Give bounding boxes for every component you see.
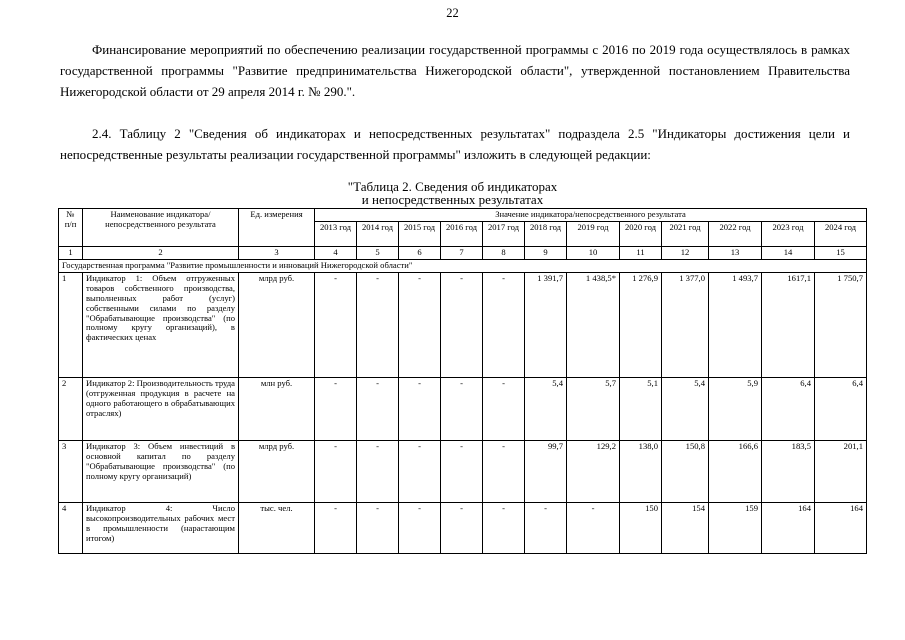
column-number: 1 <box>59 247 83 260</box>
value-cell: - <box>399 441 441 503</box>
table-row <box>59 503 867 554</box>
header-year: 2015 год <box>399 222 441 247</box>
value-cell: - <box>315 378 357 441</box>
value-cell: 164 <box>762 503 815 554</box>
value-cell: - <box>399 503 441 554</box>
value-cell: 1 377,0 <box>662 273 709 378</box>
row-number: 3 <box>59 441 83 503</box>
column-number: 12 <box>662 247 709 260</box>
row-number: 4 <box>59 503 83 554</box>
table-row <box>59 273 867 378</box>
column-number: 8 <box>483 247 525 260</box>
column-number: 9 <box>525 247 567 260</box>
value-cell: - <box>399 378 441 441</box>
value-cell: 1 276,9 <box>620 273 662 378</box>
indicator-name: Индикатор 2: Производительность труда (отгруженная продукция в расчете на одного работающего в обрабатывающих отраслях) <box>83 378 239 441</box>
header-year: 2021 год <box>662 222 709 247</box>
table-caption-line-2: и непосредственных результатах <box>361 192 544 207</box>
value-cell: 138,0 <box>620 441 662 503</box>
value-cell: 1617,1 <box>762 273 815 378</box>
header-unit: Ед. измерения <box>239 209 315 247</box>
header-year: 2018 год <box>525 222 567 247</box>
column-number: 3 <box>239 247 315 260</box>
value-cell: - <box>357 441 399 503</box>
value-cell: 5,1 <box>620 378 662 441</box>
value-cell: - <box>441 273 483 378</box>
value-cell: - <box>315 503 357 554</box>
program-title-row: Государственная программа "Развитие промышленности и инноваций Нижегородской области" <box>59 260 867 273</box>
value-cell: - <box>483 441 525 503</box>
column-number: 11 <box>620 247 662 260</box>
header-year: 2022 год <box>709 222 762 247</box>
column-number: 15 <box>815 247 867 260</box>
header-row-number: № п/п <box>59 209 83 247</box>
value-cell: - <box>357 378 399 441</box>
value-cell: 5,9 <box>709 378 762 441</box>
value-cell: 150,8 <box>662 441 709 503</box>
value-cell: 1 750,7 <box>815 273 867 378</box>
value-cell: - <box>525 503 567 554</box>
value-cell: - <box>441 378 483 441</box>
value-cell: 6,4 <box>762 378 815 441</box>
value-cell: - <box>567 503 620 554</box>
value-cell: 1 391,7 <box>525 273 567 378</box>
value-cell: 166,6 <box>709 441 762 503</box>
value-cell: - <box>483 273 525 378</box>
value-cell: - <box>441 503 483 554</box>
header-year: 2014 год <box>357 222 399 247</box>
header-year: 2023 год <box>762 222 815 247</box>
column-number: 6 <box>399 247 441 260</box>
column-number: 10 <box>567 247 620 260</box>
header-year: 2017 год <box>483 222 525 247</box>
header-indicator-name: Наименование индикатора/непосредственного результата <box>83 209 239 247</box>
value-cell: 183,5 <box>762 441 815 503</box>
value-cell: 6,4 <box>815 378 867 441</box>
value-cell: 5,4 <box>525 378 567 441</box>
row-number: 1 <box>59 273 83 378</box>
value-cell: - <box>483 378 525 441</box>
page-number: 22 <box>446 6 459 20</box>
indicator-name: Индикатор 3: Объем инвестиций в основной капитал по разделу "Обрабатывающие производства" (по полному кругу организаций) <box>83 441 239 503</box>
value-cell: - <box>483 503 525 554</box>
value-cell: 159 <box>709 503 762 554</box>
indicator-name: Индикатор 1: Объем отгруженных товаров собственного производства, выполненных работ (услуг) собственными силами по разделу "Обрабатывающие производства" (по полному кругу организаций), в фактических ценах <box>83 273 239 378</box>
table-row <box>59 378 867 441</box>
column-number: 7 <box>441 247 483 260</box>
header-year: 2019 год <box>567 222 620 247</box>
value-cell: 5,4 <box>662 378 709 441</box>
unit-cell: млрд руб. <box>239 441 315 503</box>
column-number: 13 <box>709 247 762 260</box>
value-cell: 1 438,5* <box>567 273 620 378</box>
column-number: 4 <box>315 247 357 260</box>
value-cell: 129,2 <box>567 441 620 503</box>
paragraph-financing: Финансирование мероприятий по обеспечению реализации государственной программы с 2016 по 2019 года осуществлялось в рамках государственной программы "Развитие предпринимательства Нижегородской области", утвержденной постановлением Правительства Нижегородской области от 29 апреля 2014 г. № 290.". <box>60 42 850 99</box>
paragraph-table-amendment: 2.4. Таблицу 2 "Сведения об индикаторах и непосредственных результатах" подраздела 2.5 "Индикаторы достижения цели и непосредственные результаты реализации государственной программы" изложить в следующей редакции: <box>60 126 850 162</box>
header-year: 2020 год <box>620 222 662 247</box>
value-cell: 154 <box>662 503 709 554</box>
value-cell: 99,7 <box>525 441 567 503</box>
value-cell: 1 493,7 <box>709 273 762 378</box>
value-cell: 164 <box>815 503 867 554</box>
row-number: 2 <box>59 378 83 441</box>
table-row <box>59 441 867 503</box>
value-cell: - <box>441 441 483 503</box>
value-cell: 201,1 <box>815 441 867 503</box>
header-year: 2024 год <box>815 222 867 247</box>
table-caption-line-1: "Таблица 2. Сведения об индикаторах <box>347 179 558 194</box>
unit-cell: млн руб. <box>239 378 315 441</box>
value-cell: - <box>399 273 441 378</box>
indicator-name: Индикатор 4: Число высокопроизводительных рабочих мест в промышленности (нарастающим итогом) <box>83 503 239 554</box>
indicators-table <box>58 208 867 554</box>
column-number: 2 <box>83 247 239 260</box>
column-number: 5 <box>357 247 399 260</box>
header-year: 2013 год <box>315 222 357 247</box>
unit-cell: млрд руб. <box>239 273 315 378</box>
value-cell: 5,7 <box>567 378 620 441</box>
value-cell: - <box>357 273 399 378</box>
value-cell: - <box>357 503 399 554</box>
header-year: 2016 год <box>441 222 483 247</box>
unit-cell: тыс. чел. <box>239 503 315 554</box>
value-cell: - <box>315 273 357 378</box>
value-cell: 150 <box>620 503 662 554</box>
column-number: 14 <box>762 247 815 260</box>
value-cell: - <box>315 441 357 503</box>
header-indicator-value: Значение индикатора/непосредственного результата <box>315 209 867 222</box>
